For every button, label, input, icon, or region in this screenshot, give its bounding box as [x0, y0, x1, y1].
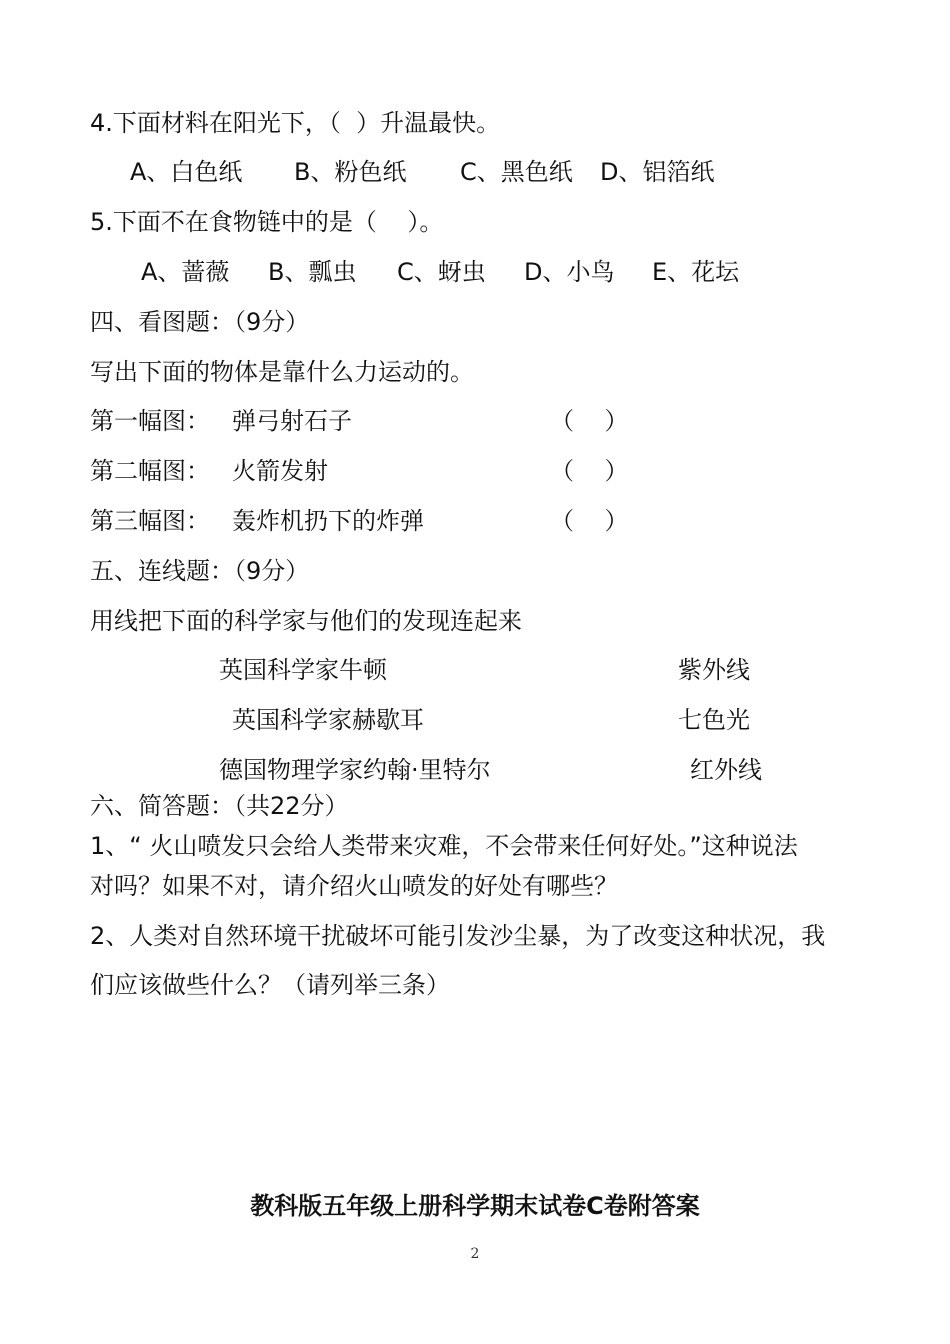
section-4-heading: 四、看图题：（9分）: [90, 308, 310, 336]
picture-3-label: 第三幅图：: [90, 507, 210, 535]
short-answer-1-line-2: 对吗？如果不对，请介绍火山喷发的好处有哪些？: [90, 872, 618, 900]
question-5-stem: 5.下面不在食物链中的是（ ）。: [90, 208, 444, 236]
question-4-stem: 4.下面材料在阳光下，（ ）升温最快。: [90, 109, 501, 137]
section-5-instruction: 用线把下面的科学家与他们的发现连起来: [90, 607, 522, 635]
scientist-ritter: 德国物理学家约翰·里特尔: [219, 756, 491, 784]
picture-1-answer-blank: （ ）: [550, 407, 629, 435]
picture-2-label: 第二幅图：: [90, 457, 210, 485]
discovery-infrared: 红外线: [690, 756, 762, 784]
q5-option-a: A、蔷薇: [141, 258, 230, 286]
q5-option-d: D、小鸟: [524, 258, 615, 286]
picture-2-text: 火箭发射: [232, 457, 328, 485]
discovery-ultraviolet: 紫外线: [678, 656, 750, 684]
q5-option-e: E、花坛: [652, 258, 740, 286]
short-answer-1-line-1: 1、“ 火山喷发只会给人类带来灾难，不会带来任何好处。”这种说法: [90, 832, 798, 860]
picture-3-text: 轰炸机扔下的炸弹: [232, 507, 424, 535]
short-answer-2-line-2: 们应该做些什么？（请列举三条）: [90, 971, 450, 999]
page-number: 2: [470, 1246, 480, 1262]
picture-2-answer-blank: （ ）: [550, 457, 629, 485]
q4-option-d: D、铝箔纸: [600, 158, 715, 186]
picture-1-label: 第一幅图：: [90, 407, 210, 435]
q4-option-b: B、粉色纸: [294, 158, 407, 186]
scientist-newton: 英国科学家牛顿: [219, 656, 387, 684]
picture-3-answer-blank: （ ）: [550, 507, 629, 535]
exam-title: 教科版五年级上册科学期末试卷C卷附答案: [250, 1192, 700, 1220]
picture-1-text: 弹弓射石子: [232, 407, 352, 435]
q5-option-c: C、蚜虫: [397, 258, 486, 286]
scientist-herschel: 英国科学家赫歇耳: [232, 706, 424, 734]
q4-option-c: C、黑色纸: [460, 158, 573, 186]
q5-option-b: B、瓢虫: [268, 258, 357, 286]
section-4-instruction: 写出下面的物体是靠什么力运动的。: [90, 358, 474, 386]
section-5-heading: 五、连线题：（9分）: [90, 557, 310, 585]
discovery-spectrum: 七色光: [678, 706, 750, 734]
section-6-heading: 六、简答题：（共22分）: [90, 792, 349, 820]
q4-option-a: A、白色纸: [130, 158, 243, 186]
short-answer-2-line-1: 2、人类对自然环境干扰破坏可能引发沙尘暴，为了改变这种状况，我: [90, 922, 826, 950]
